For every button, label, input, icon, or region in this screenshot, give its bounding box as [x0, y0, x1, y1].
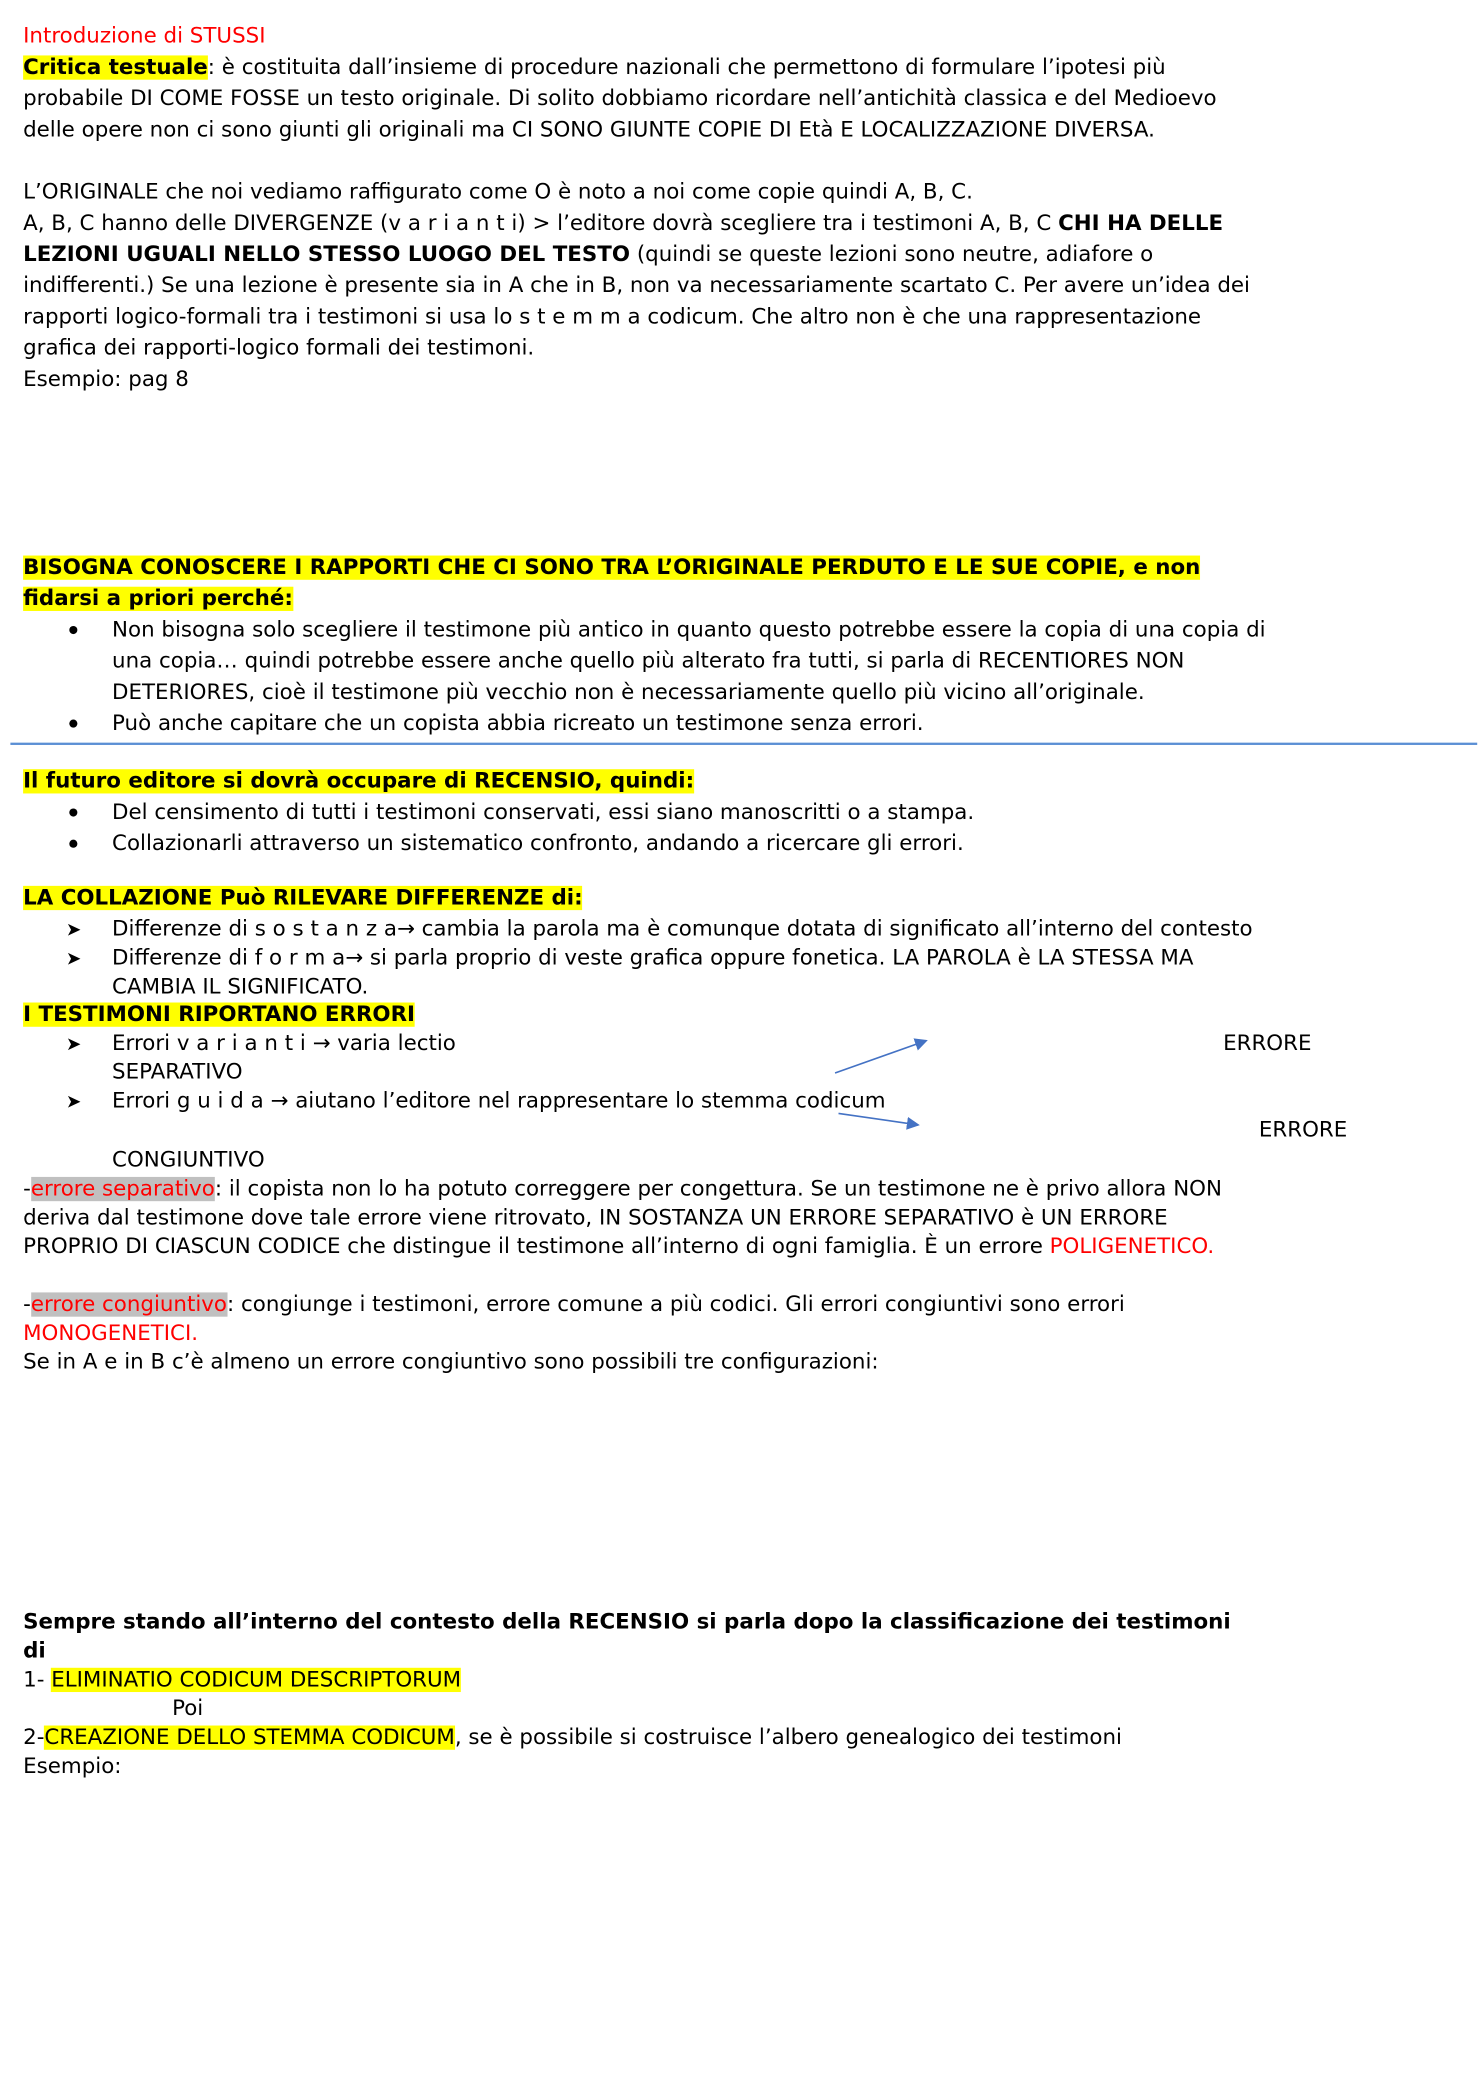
arrow-to-congiuntivo-icon: [839, 1113, 919, 1125]
term-errore-separativo: errore separativo: [30, 1176, 215, 1202]
s2-heading: Il futuro editore si dovrà occupare di RECENSIO, quindi:: [23, 769, 695, 794]
s2-bullet2: Collazionarli attraverso un sistematico confronto, andando a ricercare gli errori.: [112, 831, 964, 856]
sep-line2: deriva dal testimone dove tale errore viene ritrovato, IN SOSTANZA UN ERRORE SEPARATIVO è UN ERRORE: [23, 1205, 1168, 1231]
p2-line2: A, B, C hanno delle DIVERGENZE (v a r i a n t i) > l’editore dovrà scegliere tra i testimoni A, B, C CHI HA DELLE: [23, 211, 1224, 236]
arrowhead-bullet-icon: ➤: [65, 1032, 82, 1055]
term-critica-testuale: Critica testuale: [23, 55, 208, 80]
label-congiuntivo: CONGIUNTIVO: [112, 1148, 265, 1173]
s5-item1: 1- ELIMINATIO CODICUM DESCRIPTORUM: [23, 1667, 462, 1693]
s1-bullet1-line2: una copia… quindi potrebbe essere anche quello più alterato fra tutti, si parla di RECENTIORES NON: [112, 649, 1185, 674]
s5-item2: 2-CREAZIONE DELLO STEMMA CODICUM, se è possibile si costruisce l’albero genealogico dei testimoni: [23, 1725, 1122, 1750]
label-errore-2: ERRORE: [1258, 1118, 1348, 1143]
p2-line1: L’ORIGINALE che noi vediamo raffigurato come O è noto a noi come copie quindi A, B, C.: [23, 180, 973, 205]
sep-line3: PROPRIO DI CIASCUN CODICE che distingue il testimone all’interno di ogni famiglia. È un errore POLIGENETICO.: [23, 1234, 1215, 1259]
s4-heading: I TESTIMONI RIPORTANO ERRORI: [23, 1002, 416, 1027]
p2-example: Esempio: pag 8: [23, 367, 189, 392]
s3-bullet1: Differenze di s o s t a n z a→ cambia la parola ma è comunque dotata di significato all’interno del contesto: [112, 917, 1253, 942]
s1-bullet2: Può anche capitare che un copista abbia ricreato un testimone senza errori.: [112, 711, 924, 736]
p1-line3: delle opere non ci sono giunti gli originali ma CI SONO GIUNTE COPIE DI Età E LOCALIZZAZIONE DIVERSA.: [23, 117, 1155, 143]
cong-line2: MONOGENETICI.: [23, 1321, 199, 1346]
s1-heading-line2: fidarsi a priori perché:: [23, 586, 293, 611]
s3-bullet2-line2: CAMBIA IL SIGNIFICATO.: [112, 974, 369, 1000]
p2-line4: indifferenti.) Se una lezione è presente sia in A che in B, non va necessariamente scartato C. Per avere un’idea dei: [23, 273, 1250, 298]
doc-title: Introduzione di STUSSI: [23, 24, 266, 49]
s2-bullet1: Del censimento di tutti i testimoni conservati, essi siano manoscritti o a stampa.: [112, 800, 975, 825]
s3-heading: LA COLLAZIONE Può RILEVARE DIFFERENZE di:: [23, 885, 583, 911]
s3-bullet2-line1: Differenze di f o r m a→ si parla proprio di veste grafica oppure fonetica. LA PAROLA è LA STESSA MA: [112, 945, 1194, 971]
s1-bullet1-line3: DETERIORES, cioè il testimone più vecchio non è necessariamente quello più vicino all’originale.: [112, 680, 1145, 705]
label-errore-1: ERRORE: [1223, 1031, 1312, 1056]
arrow-to-separativo-icon: [835, 1041, 926, 1073]
s4-bullet1: Errori v a r i a n t i → varia lectio: [112, 1031, 456, 1056]
cong-line1: -errore congiuntivo: congiunge i testimoni, errore comune a più codici. Gli errori congiuntivi sono errori: [23, 1292, 1125, 1317]
arrowhead-bullet-icon: ➤: [65, 1090, 82, 1113]
sep-line1: -errore separativo: il copista non lo ha potuto correggere per congettura. Se un testimone ne è privo allora NON: [23, 1176, 1222, 1202]
s4-bullet2: Errori g u i d a → aiutano l’editore nel rappresentare lo stemma codicum: [112, 1089, 886, 1114]
arrowhead-bullet-icon: ➤: [65, 918, 82, 941]
cong-line3: Se in A e in B c’è almeno un errore congiuntivo sono possibili tre configurazioni:: [23, 1350, 879, 1375]
term-errore-congiuntivo: errore congiuntivo: [30, 1292, 228, 1317]
s5-heading-line1: Sempre stando all’interno del contesto della RECENSIO si parla dopo la classificazione dei testimoni: [23, 1610, 1231, 1635]
p2-line5: rapporti logico-formali tra i testimoni si usa lo s t e m m a codicum. Che altro non è che una rappresentazione: [23, 304, 1202, 330]
arrowhead-bullet-icon: ➤: [65, 947, 82, 970]
s1-bullet1-line1: Non bisogna solo scegliere il testimone più antico in quanto questo potrebbe essere la copia di una copia di: [112, 617, 1266, 643]
s5-poi: Poi: [172, 1696, 204, 1721]
s5-example: Esempio:: [23, 1754, 122, 1779]
p1-line1: Critica testuale: è costituita dall’insieme di procedure nazionali che permettono di formulare l’ipotesi più: [23, 55, 1166, 80]
label-separativo: SEPARATIVO: [112, 1060, 243, 1085]
p1-line2: probabile DI COME FOSSE un testo originale. Di solito dobbiamo ricordare nell’antichità classica e del Medioevo: [23, 86, 1217, 111]
s1-heading-line1: BISOGNA CONOSCERE I RAPPORTI CHE CI SONO TRA L’ORIGINALE PERDUTO E LE SUE COPIE, e non: [23, 555, 1201, 580]
s5-heading-line2: di: [23, 1638, 46, 1664]
p2-line3: LEZIONI UGUALI NELLO STESSO LUOGO DEL TESTO (quindi se queste lezioni sono neutre, adiafore o: [23, 242, 1154, 267]
p2-line6: grafica dei rapporti-logico formali dei testimoni.: [23, 336, 535, 361]
